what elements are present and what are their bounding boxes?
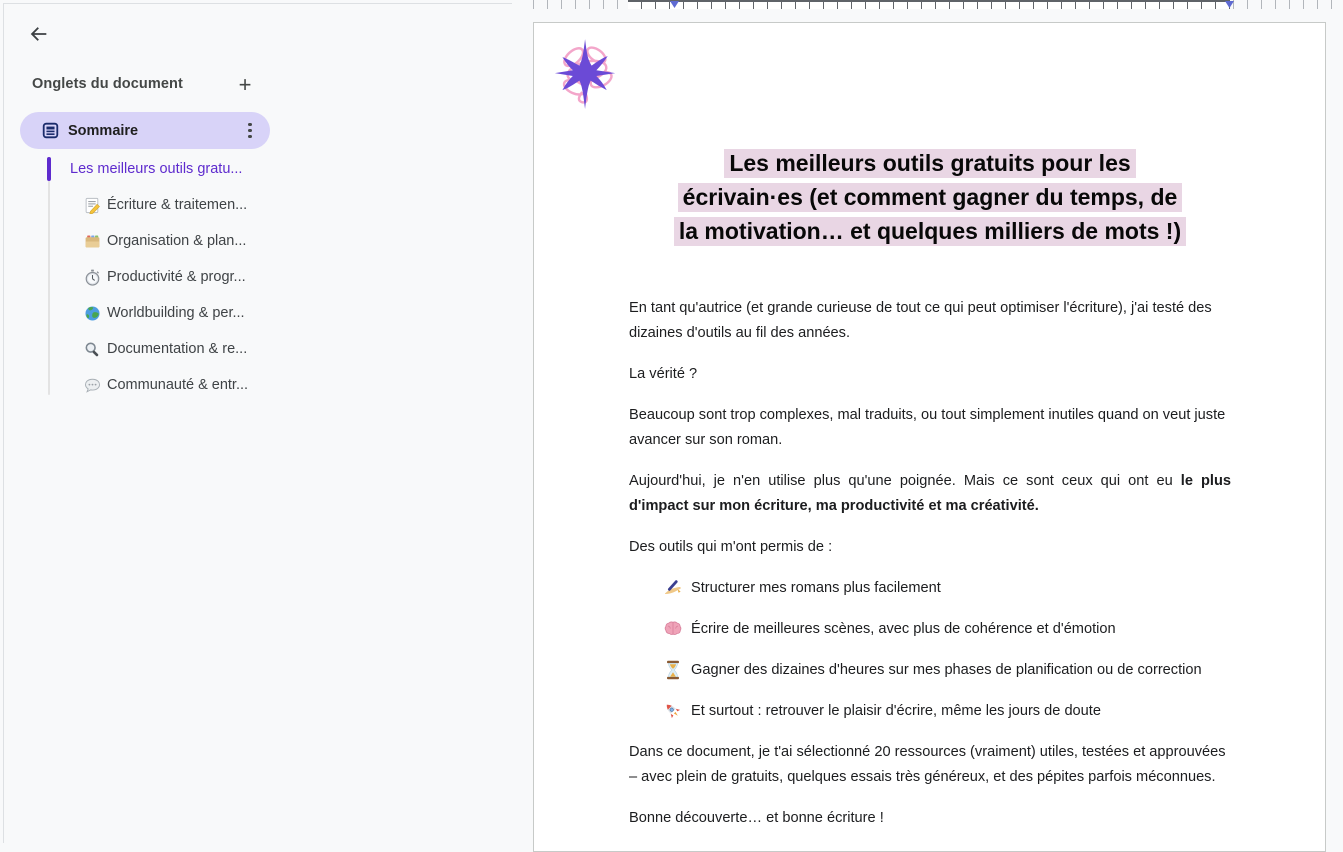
outline-item-label: Productivité & progr... [107,269,246,285]
writing-hand-icon [663,578,683,598]
doc-title-line: la motivation… et quelques milliers de mots !) [629,214,1231,248]
active-heading-bar [47,157,51,181]
paragraph-text: Beaucoup sont trop complexes, mal traduits, ou tout simplement inutiles quand on veut juste avancer sur son roman. [629,407,1226,448]
horizontal-ruler [520,0,1343,9]
paragraph-text: Aujourd'hui, je n'en utilise plus qu'une poignée. Mais ce sont ceux qui ont eu le plus d'impact sur mon écriture, ma productivité et ma créativité. [629,473,1231,514]
doc-bullet-item [629,699,1231,724]
rocket-icon [663,701,683,721]
doc-bullet-item [629,576,1231,601]
outline-item-label: Communauté & entr... [107,377,249,393]
outline-item-label: Les meilleurs outils gratu... [70,161,243,177]
paragraph-text: La vérité ? [629,366,698,382]
paragraph-text: Structurer mes romans plus facilement [691,580,941,596]
paragraph-text: Et surtout : retrouver le plaisir d'écrire, même les jours de doute [691,703,1101,719]
doc-paragraph [629,296,1231,346]
panel-title: Onglets du document [32,76,183,92]
ruler-text-zone [628,0,1230,9]
outline-item-label: Worldbuilding & per... [107,305,245,321]
tab-options-icon[interactable] [238,119,262,143]
doc-body [629,296,1231,847]
doc-title [629,146,1231,248]
back-button[interactable] [26,21,52,47]
tab-sommaire[interactable] [20,112,270,149]
brain-icon [663,619,683,639]
doc-paragraph [629,403,1231,453]
card-index-icon [84,233,101,250]
doc-paragraph [629,362,1231,387]
add-tab-button[interactable]: + [230,70,260,100]
doc-bullet-item [629,658,1231,683]
document-tabs-panel [0,0,520,843]
outline-item-label: Écriture & traitemen... [107,197,248,213]
doc-paragraph [629,535,1231,560]
doc-bullet-item [629,617,1231,642]
tab-document-icon [42,122,59,139]
paragraph-text: Dans ce document, je t'ai sélectionné 20 ressources (vraiment) utiles, testées et approuvées – avec plein de gratuits, quelques essais très généreux, et des pépites parfois méconnues. [629,744,1226,785]
outline-item[interactable] [0,295,320,331]
hourglass-icon [663,660,683,680]
outline-item[interactable] [0,223,320,259]
doc-paragraph [629,469,1231,519]
paragraph-text: Écrire de meilleures scènes, avec plus de cohérence et d'émotion [691,621,1116,637]
tab-label: Sommaire [68,122,139,139]
paragraph-text: Gagner des dizaines d'heures sur mes phases de planification ou de correction [691,662,1202,678]
doc-paragraph [629,740,1231,790]
paragraph-text: Des outils qui m'ont permis de : [629,539,833,555]
globe-icon [84,305,101,322]
outline-item-label: Organisation & plan... [107,233,247,249]
document-page[interactable] [533,22,1326,852]
outline-item[interactable] [0,331,320,367]
paragraph-text: Bonne découverte… et bonne écriture ! [629,810,884,826]
outline-item[interactable] [0,367,320,403]
outline-item[interactable] [0,151,320,187]
doc-paragraph [629,806,1231,831]
speech-icon [84,377,101,394]
paragraph-text: En tant qu'autrice (et grande curieuse de tout ce qui peut optimiser l'écriture), j'ai testé des dizaines d'outils au fil des années. [629,300,1212,341]
magnifier-icon [84,341,101,358]
outline-item-label: Documentation & re... [107,341,248,357]
star-scribble-logo [553,36,619,114]
back-arrow-icon [28,23,50,45]
doc-title-line: Les meilleurs outils gratuits pour les [629,146,1231,180]
stopwatch-icon [84,269,101,286]
outline-list [0,151,320,403]
memo-icon [84,197,101,214]
doc-title-line: écrivain·es (et comment gagner du temps, de [629,180,1231,214]
outline-item[interactable] [0,187,320,223]
outline-item[interactable] [0,259,320,295]
